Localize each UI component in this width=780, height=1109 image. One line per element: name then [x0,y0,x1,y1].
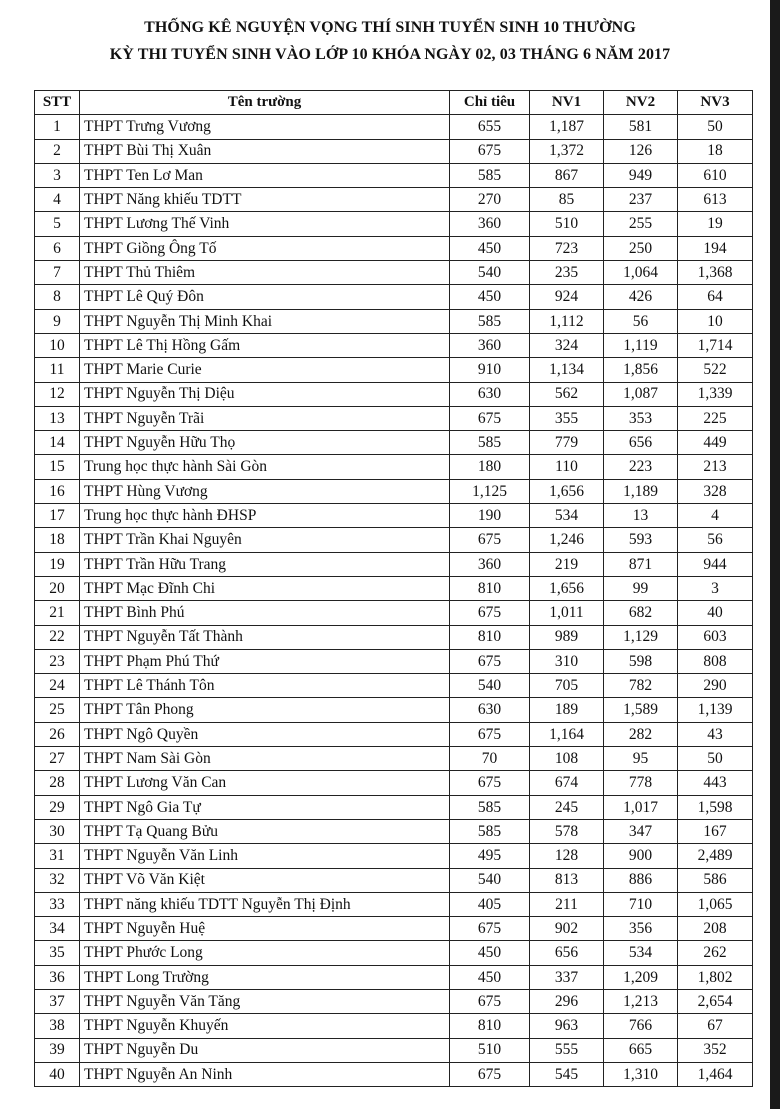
cell-nv2: 766 [604,1014,678,1038]
cell-nv3: 67 [678,1014,753,1038]
cell-quota: 585 [450,795,530,819]
cell-nv3: 1,368 [678,261,753,285]
cell-nv1: 705 [530,674,604,698]
cell-school-name: THPT Giồng Ông Tố [80,236,450,260]
cell-quota: 585 [450,431,530,455]
cell-stt: 3 [35,163,80,187]
cell-quota: 585 [450,819,530,843]
cell-nv2: 282 [604,722,678,746]
cell-nv1: 1,246 [530,528,604,552]
cell-nv1: 355 [530,406,604,430]
cell-stt: 9 [35,309,80,333]
cell-nv1: 1,011 [530,601,604,625]
cell-quota: 510 [450,1038,530,1062]
cell-quota: 675 [450,601,530,625]
table-row [35,406,753,430]
cell-nv3: 56 [678,528,753,552]
cell-nv3: 19 [678,212,753,236]
table-row [35,771,753,795]
cell-nv3: 443 [678,771,753,795]
cell-nv2: 347 [604,819,678,843]
cell-quota: 540 [450,674,530,698]
cell-nv1: 813 [530,868,604,892]
cell-school-name: THPT Trần Hữu Trang [80,552,450,576]
cell-stt: 24 [35,674,80,698]
cell-nv2: 534 [604,941,678,965]
header-nv2: NV2 [604,91,678,115]
cell-stt: 28 [35,771,80,795]
cell-quota: 675 [450,406,530,430]
cell-school-name: THPT Nguyễn Văn Tăng [80,989,450,1013]
cell-stt: 27 [35,747,80,771]
cell-school-name: THPT Thủ Thiêm [80,261,450,285]
cell-nv3: 4 [678,504,753,528]
cell-nv1: 674 [530,771,604,795]
cell-stt: 36 [35,965,80,989]
table-header-row [35,91,753,115]
cell-stt: 32 [35,868,80,892]
cell-quota: 540 [450,261,530,285]
cell-stt: 40 [35,1062,80,1086]
cell-nv3: 50 [678,747,753,771]
cell-nv1: 310 [530,649,604,673]
table-row [35,479,753,503]
table-row [35,844,753,868]
cell-quota: 190 [450,504,530,528]
cell-nv3: 208 [678,917,753,941]
cell-nv1: 578 [530,819,604,843]
cell-quota: 70 [450,747,530,771]
cell-nv1: 1,656 [530,479,604,503]
cell-nv1: 534 [530,504,604,528]
cell-nv2: 250 [604,236,678,260]
cell-quota: 450 [450,236,530,260]
table-row [35,139,753,163]
cell-school-name: THPT Ngô Quyền [80,722,450,746]
cell-quota: 675 [450,722,530,746]
cell-quota: 405 [450,892,530,916]
table-row [35,892,753,916]
cell-school-name: THPT Võ Văn Kiệt [80,868,450,892]
cell-nv3: 40 [678,601,753,625]
table-row [35,115,753,139]
table-body [35,115,753,1087]
table-row [35,285,753,309]
cell-school-name: THPT Long Trường [80,965,450,989]
cell-school-name: THPT Nguyễn Thị Minh Khai [80,309,450,333]
cell-school-name: THPT Phạm Phú Thứ [80,649,450,673]
cell-stt: 31 [35,844,80,868]
cell-nv2: 682 [604,601,678,625]
cell-nv2: 665 [604,1038,678,1062]
cell-school-name: Trung học thực hành ĐHSP [80,504,450,528]
cell-nv3: 613 [678,188,753,212]
cell-nv2: 1,589 [604,698,678,722]
cell-school-name: THPT Tân Phong [80,698,450,722]
cell-nv1: 924 [530,285,604,309]
cell-nv3: 10 [678,309,753,333]
table-row [35,163,753,187]
cell-nv2: 1,017 [604,795,678,819]
cell-quota: 495 [450,844,530,868]
table-row [35,965,753,989]
table-row [35,649,753,673]
cell-school-name: THPT Trần Khai Nguyên [80,528,450,552]
cell-nv2: 237 [604,188,678,212]
cell-school-name: THPT Nguyễn Thị Diệu [80,382,450,406]
cell-school-name: THPT Marie Curie [80,358,450,382]
cell-nv2: 1,129 [604,625,678,649]
cell-nv2: 900 [604,844,678,868]
table-row [35,188,753,212]
cell-nv3: 328 [678,479,753,503]
cell-school-name: THPT Nguyễn Khuyến [80,1014,450,1038]
cell-stt: 30 [35,819,80,843]
cell-quota: 180 [450,455,530,479]
table-row [35,455,753,479]
header-stt: STT [35,91,80,115]
cell-nv1: 1,656 [530,576,604,600]
cell-nv2: 886 [604,868,678,892]
cell-stt: 23 [35,649,80,673]
cell-nv3: 586 [678,868,753,892]
cell-nv2: 710 [604,892,678,916]
cell-quota: 450 [450,285,530,309]
cell-nv3: 2,654 [678,989,753,1013]
cell-nv1: 779 [530,431,604,455]
cell-nv1: 902 [530,917,604,941]
cell-stt: 25 [35,698,80,722]
cell-nv1: 128 [530,844,604,868]
table-row [35,941,753,965]
table-row [35,261,753,285]
cell-quota: 450 [450,941,530,965]
cell-nv2: 593 [604,528,678,552]
cell-nv3: 1,714 [678,333,753,357]
cell-nv2: 1,856 [604,358,678,382]
cell-nv3: 290 [678,674,753,698]
cell-quota: 630 [450,382,530,406]
cell-stt: 39 [35,1038,80,1062]
cell-nv2: 426 [604,285,678,309]
cell-school-name: THPT Nguyễn Tất Thành [80,625,450,649]
cell-stt: 15 [35,455,80,479]
cell-nv2: 1,310 [604,1062,678,1086]
cell-stt: 38 [35,1014,80,1038]
cell-quota: 675 [450,771,530,795]
cell-quota: 810 [450,576,530,600]
table-row [35,333,753,357]
cell-nv2: 656 [604,431,678,455]
cell-school-name: Trung học thực hành Sài Gòn [80,455,450,479]
cell-stt: 26 [35,722,80,746]
cell-quota: 810 [450,625,530,649]
cell-nv1: 656 [530,941,604,965]
cell-stt: 22 [35,625,80,649]
cell-stt: 6 [35,236,80,260]
cell-stt: 11 [35,358,80,382]
cell-nv2: 782 [604,674,678,698]
table-row [35,601,753,625]
table-row [35,625,753,649]
cell-stt: 13 [35,406,80,430]
cell-nv3: 194 [678,236,753,260]
table-row [35,698,753,722]
table-row [35,917,753,941]
cell-nv3: 603 [678,625,753,649]
table-row [35,504,753,528]
table-row [35,722,753,746]
cell-quota: 675 [450,139,530,163]
cell-nv3: 2,489 [678,844,753,868]
table-row [35,1062,753,1086]
cell-stt: 1 [35,115,80,139]
cell-school-name: THPT Nguyễn Văn Linh [80,844,450,868]
cell-nv1: 562 [530,382,604,406]
cell-school-name: THPT Phước Long [80,941,450,965]
cell-quota: 360 [450,212,530,236]
cell-nv3: 1,065 [678,892,753,916]
cell-school-name: THPT Bình Phú [80,601,450,625]
cell-school-name: THPT Trưng Vương [80,115,450,139]
cell-school-name: THPT Tạ Quang Bửu [80,819,450,843]
cell-nv2: 126 [604,139,678,163]
cell-nv1: 245 [530,795,604,819]
cell-school-name: THPT Bùi Thị Xuân [80,139,450,163]
table-row [35,552,753,576]
cell-nv2: 353 [604,406,678,430]
statistics-table [34,90,753,1087]
cell-nv2: 581 [604,115,678,139]
cell-stt: 34 [35,917,80,941]
cell-nv3: 944 [678,552,753,576]
cell-stt: 19 [35,552,80,576]
cell-stt: 18 [35,528,80,552]
cell-nv3: 449 [678,431,753,455]
table-row [35,1014,753,1038]
table-row [35,236,753,260]
table-row [35,674,753,698]
cell-school-name: THPT Nguyễn An Ninh [80,1062,450,1086]
cell-school-name: THPT Hùng Vương [80,479,450,503]
cell-nv1: 108 [530,747,604,771]
cell-school-name: THPT Lê Quý Đôn [80,285,450,309]
table-row [35,795,753,819]
cell-nv3: 225 [678,406,753,430]
cell-quota: 270 [450,188,530,212]
cell-stt: 4 [35,188,80,212]
cell-quota: 540 [450,868,530,892]
cell-nv3: 1,464 [678,1062,753,1086]
cell-quota: 655 [450,115,530,139]
page-edge-shadow [770,0,780,1109]
cell-nv1: 723 [530,236,604,260]
cell-nv3: 808 [678,649,753,673]
cell-nv1: 211 [530,892,604,916]
cell-nv3: 610 [678,163,753,187]
cell-nv3: 43 [678,722,753,746]
cell-stt: 35 [35,941,80,965]
cell-nv2: 95 [604,747,678,771]
cell-school-name: THPT Ngô Gia Tự [80,795,450,819]
cell-nv3: 1,339 [678,382,753,406]
cell-nv1: 555 [530,1038,604,1062]
cell-school-name: THPT Lương Văn Can [80,771,450,795]
cell-school-name: THPT Lương Thế Vinh [80,212,450,236]
cell-school-name: THPT Nguyễn Du [80,1038,450,1062]
cell-nv1: 110 [530,455,604,479]
cell-nv1: 1,164 [530,722,604,746]
cell-nv1: 989 [530,625,604,649]
cell-nv3: 64 [678,285,753,309]
cell-quota: 810 [450,1014,530,1038]
cell-school-name: THPT Mạc Đĩnh Chi [80,576,450,600]
cell-nv2: 778 [604,771,678,795]
header-nv3: NV3 [678,91,753,115]
cell-stt: 29 [35,795,80,819]
cell-nv3: 3 [678,576,753,600]
header-school-name: Tên trường [80,91,450,115]
cell-quota: 585 [450,163,530,187]
cell-nv2: 1,064 [604,261,678,285]
cell-nv2: 1,119 [604,333,678,357]
cell-nv2: 949 [604,163,678,187]
cell-nv3: 352 [678,1038,753,1062]
cell-quota: 675 [450,528,530,552]
cell-nv2: 13 [604,504,678,528]
cell-nv1: 510 [530,212,604,236]
cell-stt: 2 [35,139,80,163]
cell-stt: 20 [35,576,80,600]
cell-stt: 10 [35,333,80,357]
cell-stt: 12 [35,382,80,406]
cell-nv3: 50 [678,115,753,139]
cell-nv1: 324 [530,333,604,357]
cell-nv1: 1,372 [530,139,604,163]
cell-stt: 17 [35,504,80,528]
cell-nv1: 1,134 [530,358,604,382]
cell-nv2: 223 [604,455,678,479]
cell-nv1: 545 [530,1062,604,1086]
table-row [35,212,753,236]
table-row [35,431,753,455]
cell-quota: 360 [450,552,530,576]
cell-quota: 675 [450,649,530,673]
cell-nv3: 213 [678,455,753,479]
cell-school-name: THPT Năng khiếu TDTT [80,188,450,212]
table-row [35,1038,753,1062]
cell-nv2: 1,213 [604,989,678,1013]
cell-nv1: 296 [530,989,604,1013]
cell-nv2: 1,087 [604,382,678,406]
cell-nv3: 1,598 [678,795,753,819]
table-row [35,528,753,552]
document-title: THỐNG KÊ NGUYỆN VỌNG THÍ SINH TUYỂN SINH 10 THƯỜNG [144,19,636,36]
table-row [35,989,753,1013]
cell-stt: 8 [35,285,80,309]
cell-nv3: 262 [678,941,753,965]
cell-stt: 7 [35,261,80,285]
cell-nv2: 99 [604,576,678,600]
cell-nv2: 871 [604,552,678,576]
table-row [35,382,753,406]
cell-nv1: 235 [530,261,604,285]
table-row [35,747,753,771]
cell-quota: 675 [450,989,530,1013]
cell-quota: 360 [450,333,530,357]
header-quota: Chỉ tiêu [450,91,530,115]
cell-school-name: THPT năng khiếu TDTT Nguyễn Thị Định [80,892,450,916]
cell-nv3: 18 [678,139,753,163]
table-row [35,868,753,892]
cell-nv3: 167 [678,819,753,843]
cell-nv2: 356 [604,917,678,941]
cell-school-name: THPT Nguyễn Huệ [80,917,450,941]
cell-nv1: 1,187 [530,115,604,139]
cell-school-name: THPT Ten Lơ Man [80,163,450,187]
cell-nv1: 219 [530,552,604,576]
cell-school-name: THPT Nguyễn Hữu Thọ [80,431,450,455]
document-subtitle: KỲ THI TUYỂN SINH VÀO LỚP 10 KHÓA NGÀY 02, 03 THÁNG 6 NĂM 2017 [109,46,671,63]
cell-nv3: 522 [678,358,753,382]
cell-nv3: 1,139 [678,698,753,722]
table-row [35,358,753,382]
cell-quota: 1,125 [450,479,530,503]
cell-nv1: 1,112 [530,309,604,333]
cell-school-name: THPT Nam Sài Gòn [80,747,450,771]
cell-stt: 16 [35,479,80,503]
cell-stt: 5 [35,212,80,236]
cell-nv2: 1,209 [604,965,678,989]
cell-school-name: THPT Lê Thánh Tôn [80,674,450,698]
cell-nv1: 189 [530,698,604,722]
cell-nv2: 56 [604,309,678,333]
cell-nv1: 337 [530,965,604,989]
header-nv1: NV1 [530,91,604,115]
cell-quota: 585 [450,309,530,333]
cell-quota: 450 [450,965,530,989]
table-row [35,576,753,600]
cell-nv1: 867 [530,163,604,187]
cell-quota: 910 [450,358,530,382]
cell-quota: 675 [450,1062,530,1086]
table-row [35,309,753,333]
cell-nv1: 963 [530,1014,604,1038]
cell-stt: 33 [35,892,80,916]
table-row [35,819,753,843]
cell-school-name: THPT Nguyễn Trãi [80,406,450,430]
cell-school-name: THPT Lê Thị Hồng Gấm [80,333,450,357]
cell-nv2: 1,189 [604,479,678,503]
cell-stt: 37 [35,989,80,1013]
cell-stt: 21 [35,601,80,625]
cell-nv2: 598 [604,649,678,673]
cell-nv2: 255 [604,212,678,236]
cell-quota: 630 [450,698,530,722]
cell-nv3: 1,802 [678,965,753,989]
cell-stt: 14 [35,431,80,455]
cell-quota: 675 [450,917,530,941]
cell-nv1: 85 [530,188,604,212]
